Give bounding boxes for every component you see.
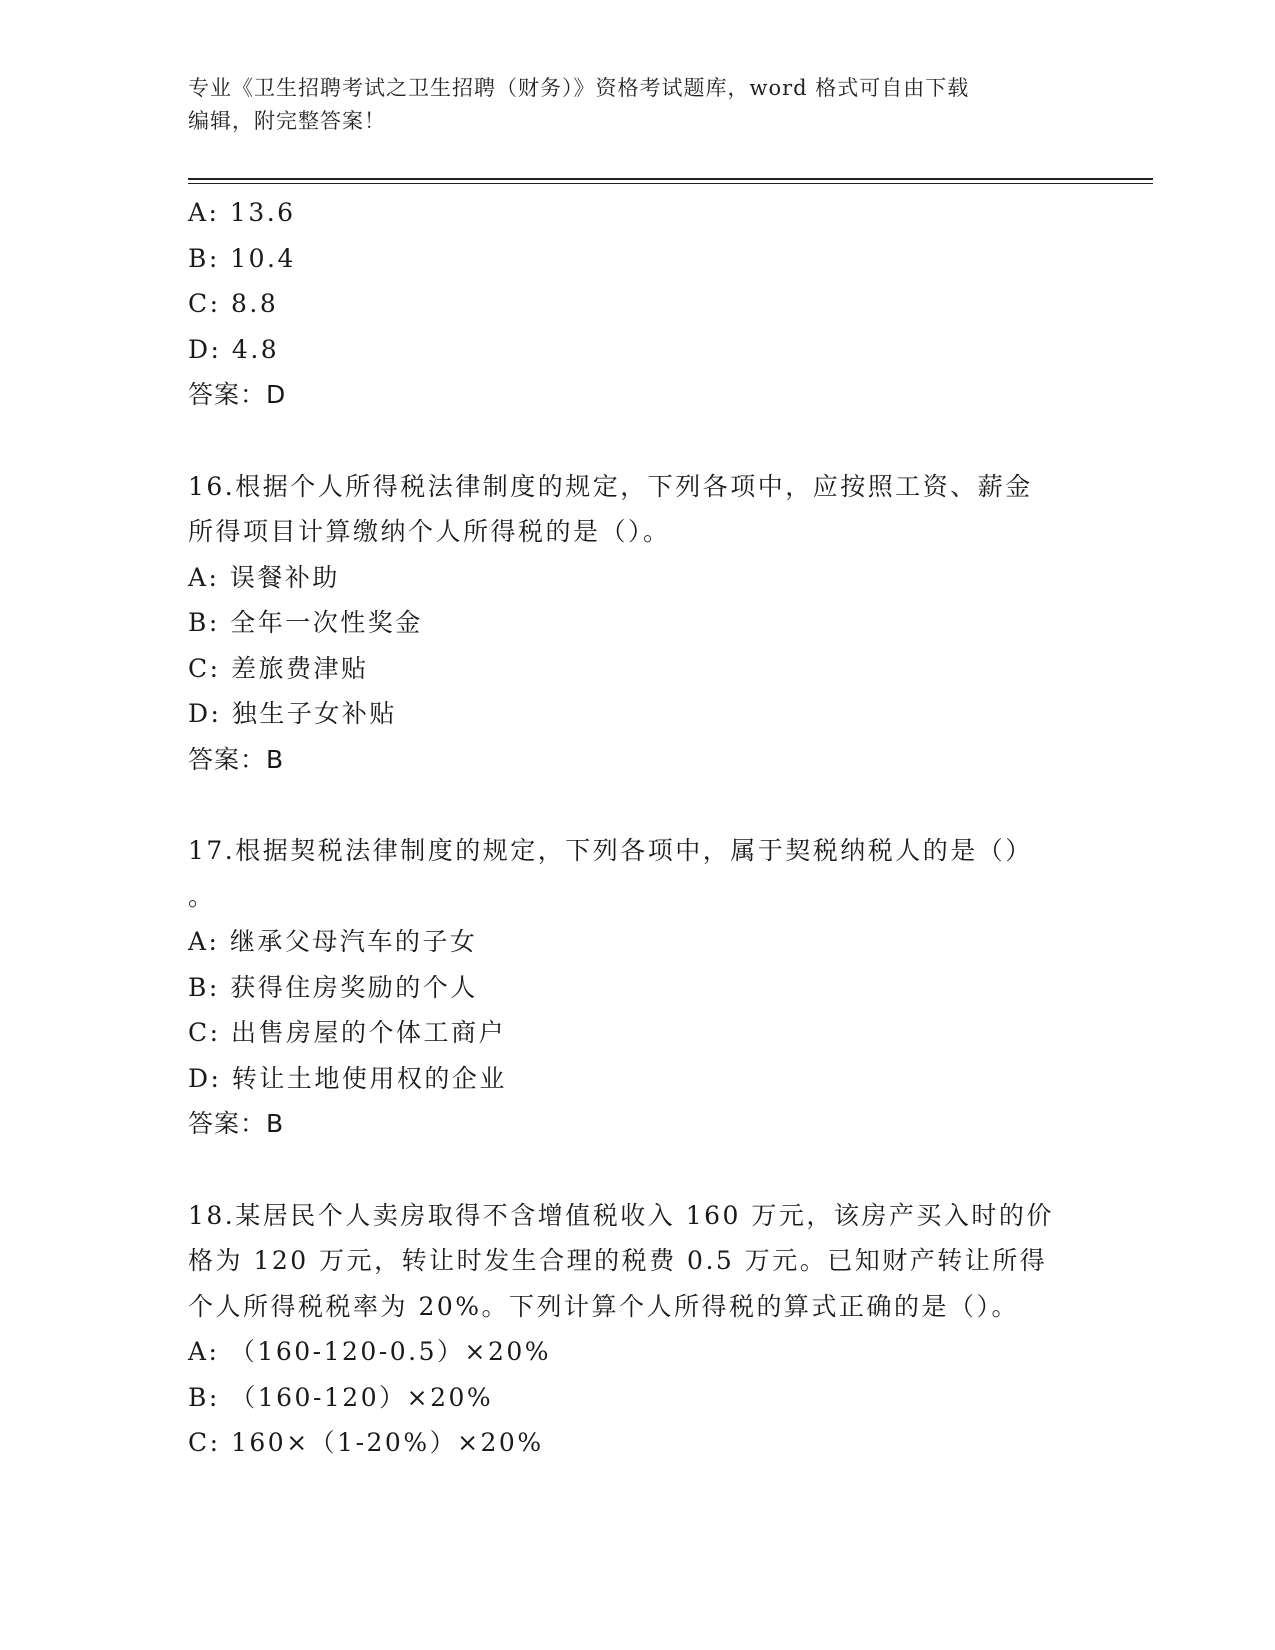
option-a: A: 继承父母汽车的子女 — [188, 927, 478, 956]
question-stem-line-2: 所得项目计算缴纳个人所得税的是（）。 — [188, 517, 671, 546]
answer-line: 答案：B — [188, 744, 285, 774]
spacer — [188, 1147, 1108, 1193]
header-divider-thin — [188, 183, 1153, 184]
option-b: B: 10.4 — [188, 243, 296, 273]
option-b: B: 获得住房奖励的个人 — [188, 972, 478, 1002]
header-title-line-2: 编辑，附完整答案！ — [188, 109, 386, 133]
document-header — [188, 72, 1088, 138]
question-16 — [188, 464, 1108, 783]
answer-line: 答案：B — [188, 1109, 285, 1138]
option-b: B: 全年一次性奖金 — [188, 608, 423, 637]
question-stem-line-1: 18.某居民个人卖房取得不含增值税收入 160 万元，该房产买入时的价 — [188, 1200, 1054, 1230]
option-c: C: 8.8 — [188, 289, 279, 318]
option-a: A: 13.6 — [188, 198, 296, 227]
option-d: D: 4.8 — [188, 334, 280, 364]
question-stem-line-3: 个人所得税税率为 20%。下列计算个人所得税的算式正确的是（）。 — [188, 1291, 1020, 1321]
question-list — [188, 190, 1108, 1466]
header-divider-thick — [188, 178, 1153, 180]
header-title-line-1: 专业《卫生招聘考试之卫生招聘（财务）》资格考试题库，word 格式可自由下载 — [188, 76, 970, 100]
option-b: B: （160-120）×20% — [188, 1382, 494, 1412]
option-a: A: 误餐补助 — [188, 562, 340, 592]
option-c: C: 差旅费津贴 — [188, 653, 369, 683]
question-15-continued — [188, 190, 1108, 418]
option-a: A: （160-120-0.5）×20% — [188, 1337, 552, 1366]
question-stem-line-2: 。 — [188, 881, 216, 911]
question-17 — [188, 828, 1108, 1147]
question-stem-line-1: 17.根据契税法律制度的规定，下列各项中，属于契税纳税人的是（） — [188, 836, 1033, 865]
option-c: C: 出售房屋的个体工商户 — [188, 1018, 506, 1047]
question-18 — [188, 1193, 1108, 1466]
option-d: D: 独生子女补贴 — [188, 699, 397, 728]
question-stem-line-1: 16.根据个人所得税法律制度的规定，下列各项中，应按照工资、薪金 — [188, 471, 1033, 501]
spacer — [188, 418, 1108, 464]
option-c: C: 160×（1-20%）×20% — [188, 1428, 544, 1457]
spacer — [188, 782, 1108, 828]
answer-line: 答案：D — [188, 380, 287, 409]
question-stem-line-2: 格为 120 万元，转让时发生合理的税费 0.5 万元。已知财产转让所得 — [188, 1246, 1048, 1275]
option-d: D: 转让土地使用权的企业 — [188, 1063, 507, 1093]
